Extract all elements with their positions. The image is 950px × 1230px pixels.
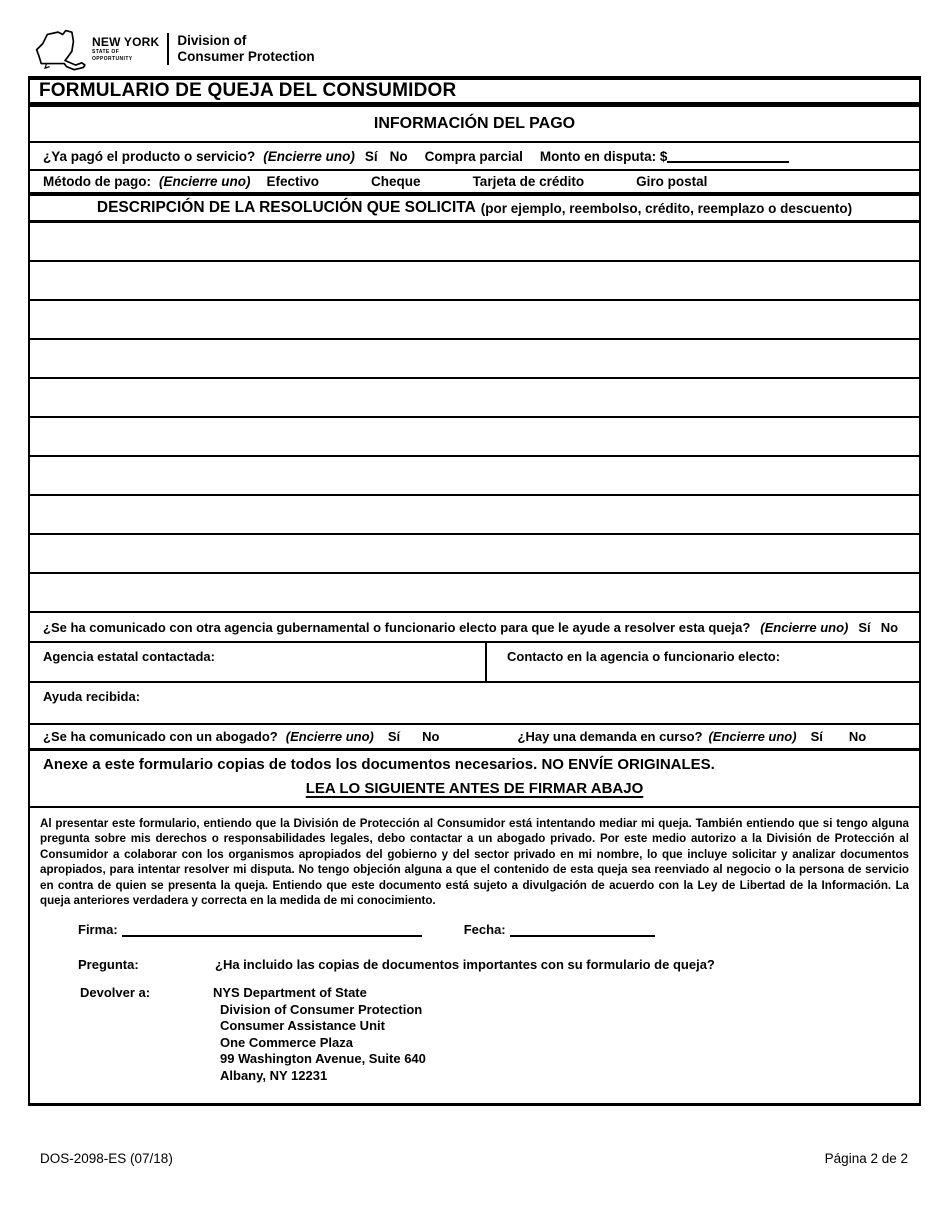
legal-questions-row: [30, 725, 919, 751]
address-line: Consumer Assistance Unit: [220, 1018, 385, 1034]
lawsuit-question-label: ¿Hay una demanda en curso?: [517, 729, 703, 744]
payment-method-row: [30, 171, 919, 196]
signature-section: [30, 816, 919, 1103]
signature-label: Firma:: [78, 922, 118, 938]
agency-contact-field[interactable]: [487, 643, 919, 681]
help-received-field[interactable]: [30, 683, 919, 725]
lawyer-question-label: ¿Se ha comunicado con un abogado?: [43, 729, 278, 744]
method-option-credit-card[interactable]: Tarjeta de crédito: [472, 174, 585, 189]
form-number: DOS-2098-ES (07/18): [40, 1151, 173, 1166]
disputed-amount-label: Monto en disputa: $: [539, 148, 668, 164]
resolution-blank-line[interactable]: [30, 535, 919, 574]
logo-tagline-2: OPPORTUNITY: [92, 56, 133, 62]
address-line: Division of Consumer Protection: [220, 1001, 423, 1017]
lawyer-option-yes[interactable]: Sí: [387, 729, 401, 744]
logo-wordmark: [92, 36, 159, 62]
disputed-amount-field[interactable]: [667, 150, 789, 163]
page-number: Página 2 de 2: [824, 1151, 908, 1166]
logo-division-line1: Division of: [177, 33, 247, 48]
lawsuit-option-no[interactable]: No: [848, 729, 867, 744]
paid-option-no[interactable]: No: [389, 148, 408, 164]
resolution-heading-text: DESCRIPCIÓN DE LA RESOLUCIÓN QUE SOLICITA: [96, 199, 476, 216]
attachments-section: [30, 751, 919, 808]
included-copies-question: ¿Ha incluido las copias de documentos importantes con su formulario de queja?: [215, 957, 715, 973]
logo-state-name: NEW YORK: [92, 35, 160, 49]
agency-option-no[interactable]: No: [880, 619, 899, 635]
paid-option-yes[interactable]: Sí: [364, 148, 378, 164]
paid-question-label: ¿Ya pagó el producto o servicio?: [43, 148, 256, 164]
form-title: FORMULARIO DE QUEJA DEL CONSUMIDOR: [30, 80, 919, 107]
resolution-blank-line[interactable]: [30, 379, 919, 418]
agency-option-yes[interactable]: Sí: [858, 619, 871, 635]
address-line: 99 Washington Avenue, Suite 640: [220, 1051, 426, 1067]
lawyer-option-no[interactable]: No: [422, 729, 440, 744]
resolution-blank-line[interactable]: [30, 574, 919, 613]
included-copies-question-row: [78, 957, 919, 972]
payment-method-label: Método de pago:: [43, 174, 151, 189]
logo-tagline-1: STATE OF: [92, 49, 120, 55]
new-york-state-outline-icon: [30, 26, 90, 72]
address-line: Albany, NY 12231: [220, 1067, 328, 1083]
paid-option-partial[interactable]: Compra parcial: [424, 148, 523, 164]
resolution-section-heading: [30, 196, 919, 223]
agency-question-row: [30, 613, 919, 643]
signature-date-row: [78, 922, 919, 937]
return-to-label: Devolver a:: [80, 985, 151, 1001]
paid-question-row: [30, 143, 919, 171]
state-agency-field[interactable]: [30, 643, 487, 681]
date-label: Fecha:: [463, 922, 506, 938]
resolution-heading-note: (por ejemplo, reembolso, crédito, reemplazo o descuento): [480, 200, 853, 216]
question-label: Pregunta:: [78, 957, 139, 973]
circle-one-instruction: (Encierre uno): [285, 729, 374, 744]
circle-one-instruction: (Encierre uno): [760, 619, 849, 635]
payment-section-heading: INFORMACIÓN DEL PAGO: [30, 107, 919, 143]
logo-division-name: [167, 33, 314, 65]
method-option-money-order[interactable]: Giro postal: [636, 174, 708, 189]
logo-division-line2: Consumer Protection: [177, 49, 315, 64]
lawsuit-option-yes[interactable]: Sí: [810, 729, 823, 744]
resolution-blank-line[interactable]: [30, 457, 919, 496]
signature-field[interactable]: [122, 924, 422, 937]
agency-contact-row: [30, 643, 919, 683]
read-before-signing-heading: LEA LO SIGUIENTE ANTES DE FIRMAR ABAJO: [305, 780, 644, 797]
date-field[interactable]: [510, 924, 655, 937]
return-address: [213, 985, 426, 1084]
nys-logo: [30, 26, 315, 72]
circle-one-instruction: (Encierre uno): [708, 729, 797, 744]
resolution-blank-line[interactable]: [30, 223, 919, 262]
return-to-row: [80, 985, 919, 1084]
complaint-form: [28, 76, 921, 1106]
circle-one-instruction: (Encierre uno): [263, 148, 355, 164]
disclaimer-paragraph: Al presentar este formulario, entiendo que la División de Protección al Consumidor está intentando mediar mi queja. También entiendo que si tengo alguna pregunta sobre mis derechos o responsabilidades legales, debo contactar a un abogado privado. Por este medio autorizo a la División de Protección al Consumidor a colaborar con los organismos apropiados del gobierno y del sector privado en mi nombre, lo que incluye solicitar y analizar documentos apropiados, para intentar resolver mi disputa. No tengo objeción alguna a que el contenido de esta queja sea reenviado al negocio o la persona de servicio en contra de quien se presenta la queja. Entiendo que este documento está sujeto a divulgación de acuerdo con la Ley de Libertad de la Información. La queja anteriores verdadera y correcta en la medida de mi conocimiento.: [40, 817, 909, 908]
resolution-blank-line[interactable]: [30, 262, 919, 301]
method-option-cash[interactable]: Efectivo: [266, 174, 320, 189]
help-received-label: Ayuda recibida:: [43, 689, 141, 704]
address-line: One Commerce Plaza: [220, 1034, 353, 1050]
state-agency-label: Agencia estatal contactada:: [43, 649, 215, 664]
method-option-check[interactable]: Cheque: [371, 174, 421, 189]
address-line: NYS Department of State: [213, 985, 367, 1001]
agency-question-label: ¿Se ha comunicado con otra agencia gubernamental o funcionario electo para que le ayude a resolver esta queja?: [43, 619, 751, 635]
resolution-blank-line[interactable]: [30, 418, 919, 457]
resolution-blank-line[interactable]: [30, 340, 919, 379]
resolution-blank-line[interactable]: [30, 496, 919, 535]
agency-contact-label: Contacto en la agencia o funcionario electo:: [507, 649, 781, 664]
circle-one-instruction: (Encierre uno): [159, 174, 251, 189]
resolution-blank-line[interactable]: [30, 301, 919, 340]
attach-documents-note: Anexe a este formulario copias de todos los documentos necesarios. NO ENVÍE ORIGINALES.: [43, 756, 715, 773]
